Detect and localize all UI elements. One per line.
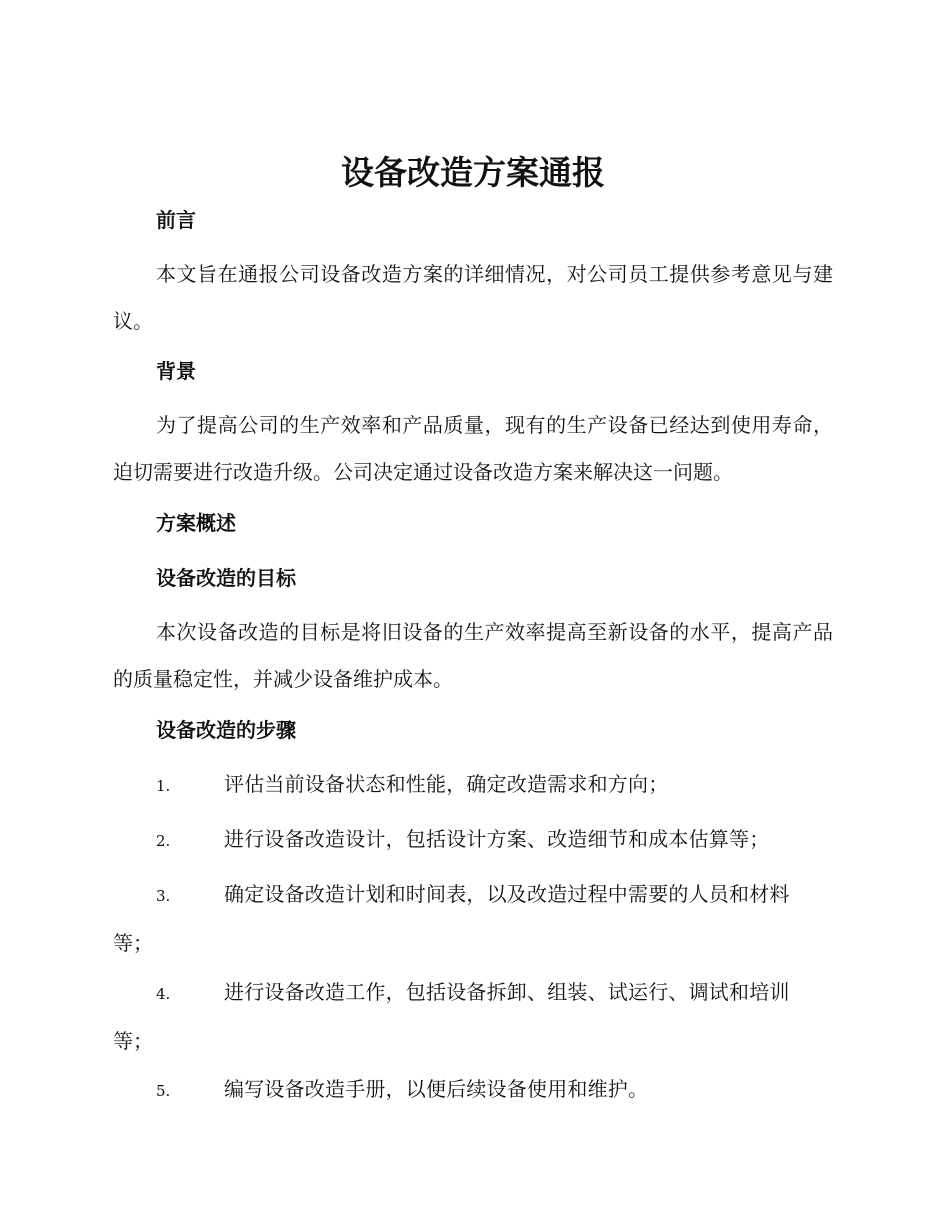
section-heading-goal: 设备改造的目标 (156, 566, 296, 590)
section-heading-background: 背景 (156, 359, 196, 383)
step-number: 2. (156, 832, 171, 850)
step-text: 进行设备改造设计，包括设计方案、改造细节和成本估算等； (224, 827, 770, 851)
step-text: 评估当前设备状态和性能，确定改造需求和方向； (224, 772, 669, 796)
section-heading-steps: 设备改造的步骤 (156, 718, 296, 742)
step-text-continuation: 等； (113, 1029, 153, 1053)
section-heading-overview: 方案概述 (156, 511, 236, 535)
step-number: 1. (156, 777, 171, 795)
section-body-preface: 本文旨在通报公司设备改造方案的详细情况，对公司员工提供参考意见与建议。 (113, 262, 833, 333)
list-item (113, 871, 833, 967)
step-number: 5. (156, 1082, 171, 1100)
list-item (113, 816, 833, 865)
step-text: 编写设备改造手册，以便后续设备使用和维护。 (224, 1077, 649, 1101)
list-item (113, 761, 833, 810)
step-text-continuation: 等； (113, 931, 153, 955)
section-body-background: 为了提高公司的生产效率和产品质量，现有的生产设备已经达到使用寿命，迫切需要进行改造升级。公司决定通过设备改造方案来解决这一问题。 (113, 413, 833, 484)
section-heading-preface: 前言 (156, 208, 196, 232)
list-item (113, 1066, 833, 1115)
list-item (113, 969, 833, 1065)
step-text: 进行设备改造工作，包括设备拆卸、组装、试运行、调试和培训 (224, 980, 790, 1004)
document-title: 设备改造方案通报 (341, 153, 605, 192)
step-number: 4. (156, 985, 171, 1003)
section-body-goal: 本次设备改造的目标是将旧设备的生产效率提高至新设备的水平，提高产品的质量稳定性，并减少设备维护成本。 (113, 620, 833, 691)
step-number: 3. (156, 887, 171, 905)
step-text: 确定设备改造计划和时间表，以及改造过程中需要的人员和材料 (224, 882, 790, 906)
